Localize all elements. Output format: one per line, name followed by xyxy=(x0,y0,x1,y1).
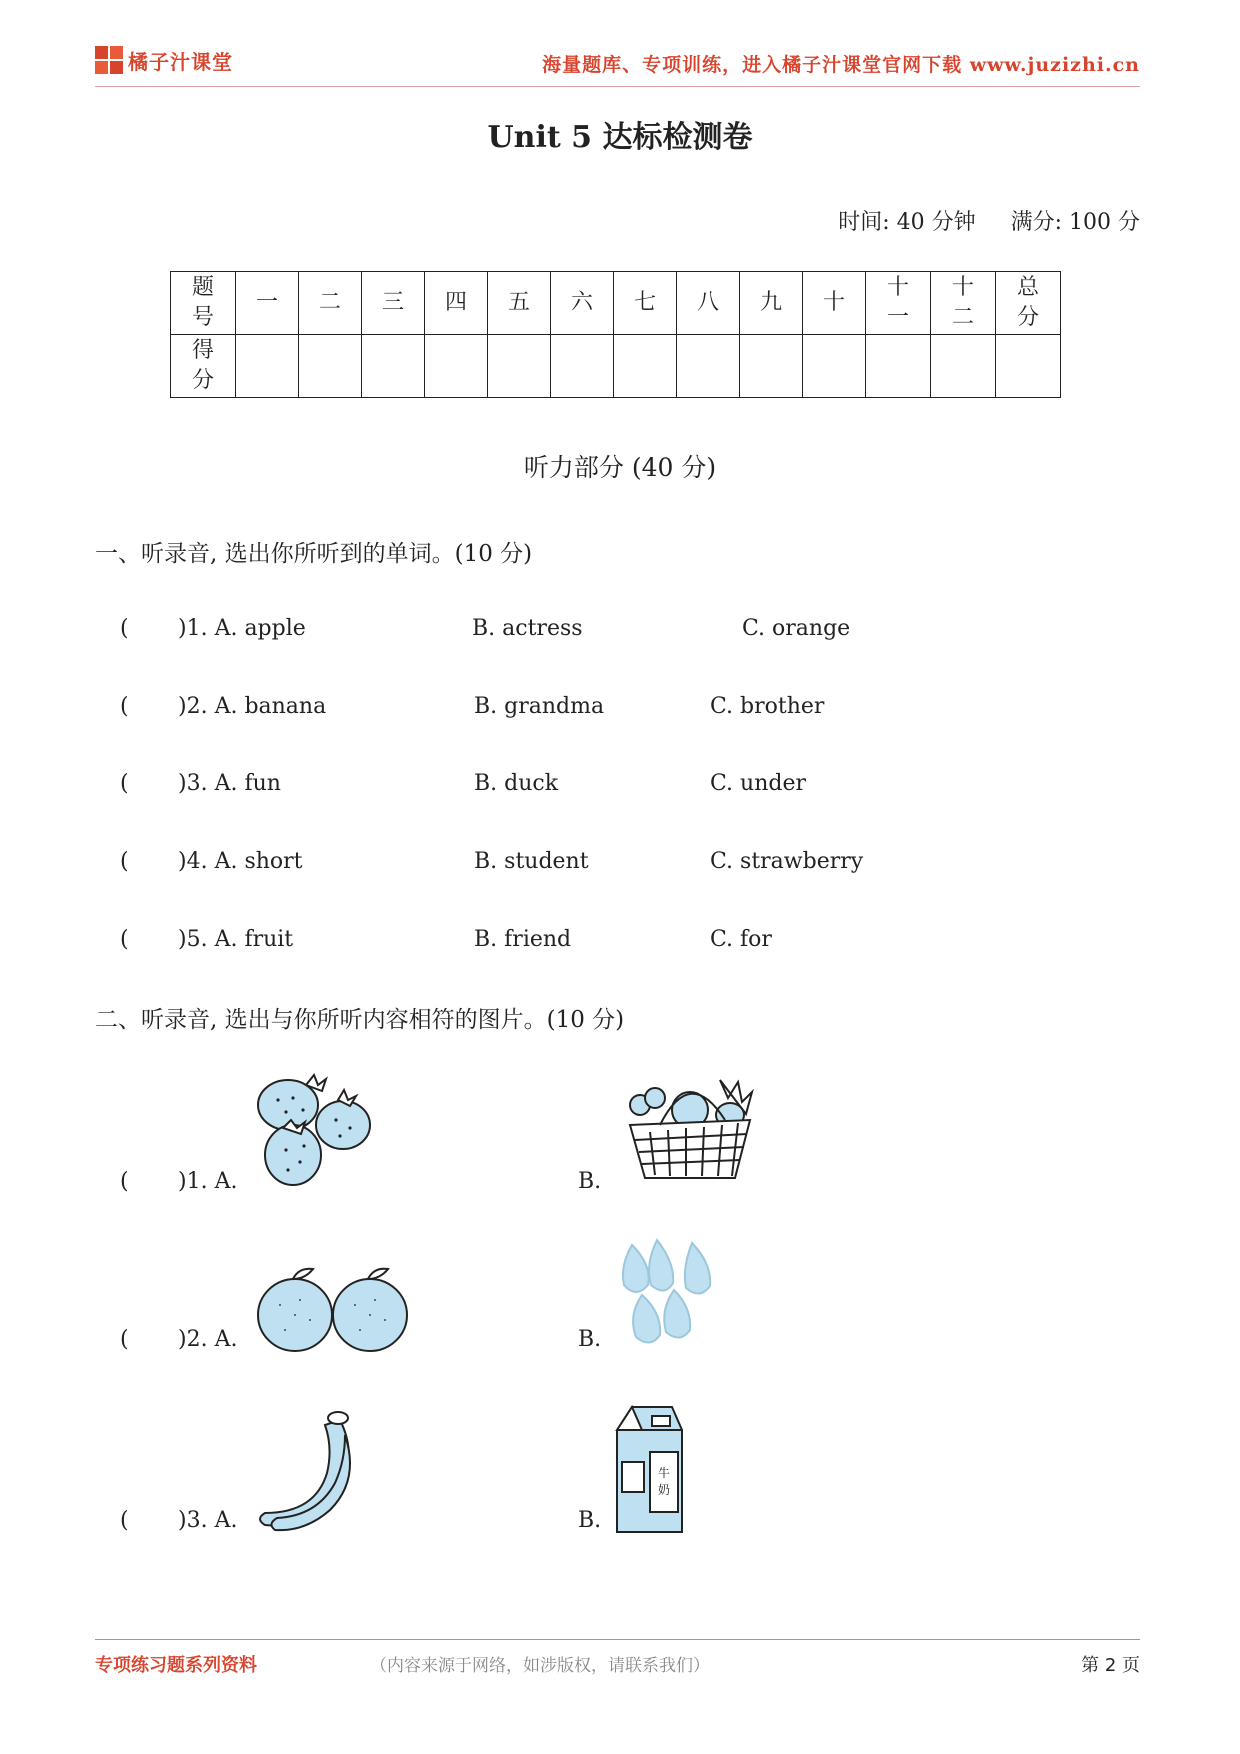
answer-blank[interactable]: ( xyxy=(120,694,129,719)
table-head-defen: 得 分 xyxy=(171,335,236,398)
option-a: )5. A. fruit xyxy=(178,927,294,952)
option-b-label: B. xyxy=(578,1508,602,1533)
table-col-7: 七 xyxy=(614,272,677,335)
score-cell[interactable] xyxy=(614,335,677,398)
score-cell[interactable] xyxy=(362,335,425,398)
option-a-label: )2. A. xyxy=(178,1327,238,1352)
strawberries-picture[interactable] xyxy=(248,1070,378,1190)
option-b: B. student xyxy=(474,849,589,874)
table-col-9: 九 xyxy=(740,272,803,335)
option-b: B. friend xyxy=(474,927,572,952)
header-slogan[interactable]: 海量题库、专项训练，进入橘子汁课堂官网下载 www.juzizhi.cn xyxy=(542,54,1140,76)
option-a: )3. A. fun xyxy=(178,771,281,796)
exam-time: 时间: 40 分钟 xyxy=(838,210,976,235)
option-a-label: )3. A. xyxy=(178,1508,238,1533)
table-col-3: 三 xyxy=(362,272,425,335)
score-cell[interactable] xyxy=(299,335,362,398)
q1-item-1 xyxy=(120,616,1020,646)
q1-item-3 xyxy=(120,771,1020,801)
table-head-tihao: 题 号 xyxy=(171,272,236,335)
pears-picture[interactable] xyxy=(612,1235,732,1355)
q1-item-2 xyxy=(120,694,1020,724)
fruit-basket-picture[interactable] xyxy=(620,1070,760,1185)
footer-notice: （内容来源于网络，如涉版权，请联系我们） xyxy=(370,1656,710,1676)
score-table-score-row xyxy=(171,335,1061,398)
option-b: B. duck xyxy=(474,771,559,796)
answer-blank[interactable]: ( xyxy=(120,849,129,874)
answer-blank[interactable]: ( xyxy=(120,1508,129,1533)
footer-series: 专项练习题系列资料 xyxy=(95,1655,257,1676)
option-b-label: B. xyxy=(578,1169,602,1194)
section-title: 听力部分 (40 分) xyxy=(523,453,717,482)
q1-item-5 xyxy=(120,927,1020,957)
milk-label-1: 牛 xyxy=(657,1466,671,1480)
score-cell[interactable] xyxy=(677,335,740,398)
score-cell[interactable] xyxy=(803,335,866,398)
bananas-picture[interactable] xyxy=(250,1410,370,1535)
milk-carton-picture[interactable] xyxy=(612,1402,697,1537)
option-c: C. brother xyxy=(710,694,825,719)
answer-blank[interactable]: ( xyxy=(120,927,129,952)
option-a: )2. A. banana xyxy=(178,694,327,719)
table-col-6: 六 xyxy=(551,272,614,335)
answer-blank[interactable]: ( xyxy=(120,1169,129,1194)
table-col-12: 十 二 xyxy=(931,272,996,335)
option-a: )1. A. apple xyxy=(178,616,306,641)
table-col-10: 十 xyxy=(803,272,866,335)
header-divider xyxy=(95,86,1140,87)
q1-item-4 xyxy=(120,849,1020,879)
exam-meta xyxy=(810,205,1140,236)
score-cell[interactable] xyxy=(866,335,931,398)
option-a: )4. A. short xyxy=(178,849,303,874)
option-b-label: B. xyxy=(578,1327,602,1352)
score-cell[interactable] xyxy=(551,335,614,398)
score-table xyxy=(170,271,1061,398)
option-c: C. for xyxy=(710,927,772,952)
logo-text: 橘子汁课堂 xyxy=(128,50,233,74)
question-1-heading: 一、听录音, 选出你所听到的单词。(10 分) xyxy=(95,541,533,567)
exam-full-score: 满分: 100 分 xyxy=(1010,210,1140,235)
option-a-label: )1. A. xyxy=(178,1169,238,1194)
score-cell[interactable] xyxy=(236,335,299,398)
option-c: C. orange xyxy=(742,616,851,641)
milk-label-2: 奶 xyxy=(657,1483,671,1497)
table-col-total: 总 分 xyxy=(996,272,1061,335)
table-col-8: 八 xyxy=(677,272,740,335)
question-2-heading: 二、听录音, 选出与你所听内容相符的图片。(10 分) xyxy=(95,1007,625,1033)
option-b: B. grandma xyxy=(474,694,605,719)
answer-blank[interactable]: ( xyxy=(120,771,129,796)
option-c: C. under xyxy=(710,771,806,796)
score-cell[interactable] xyxy=(425,335,488,398)
answer-blank[interactable]: ( xyxy=(120,616,129,641)
table-col-11: 十 一 xyxy=(866,272,931,335)
score-cell[interactable] xyxy=(488,335,551,398)
oranges-picture[interactable] xyxy=(255,1265,415,1355)
table-col-5: 五 xyxy=(488,272,551,335)
score-cell[interactable] xyxy=(931,335,996,398)
page-title: Unit 5 达标检测卷 xyxy=(487,120,753,155)
score-cell[interactable] xyxy=(996,335,1061,398)
table-col-4: 四 xyxy=(425,272,488,335)
answer-blank[interactable]: ( xyxy=(120,1327,129,1352)
logo-icon xyxy=(95,46,125,76)
option-b: B. actress xyxy=(472,616,583,641)
footer-divider xyxy=(95,1639,1140,1640)
option-c: C. strawberry xyxy=(710,849,864,874)
table-col-1: 一 xyxy=(236,272,299,335)
score-table-header-row xyxy=(171,272,1061,335)
score-cell[interactable] xyxy=(740,335,803,398)
page-number: 第 2 页 xyxy=(1081,1655,1140,1676)
table-col-2: 二 xyxy=(299,272,362,335)
